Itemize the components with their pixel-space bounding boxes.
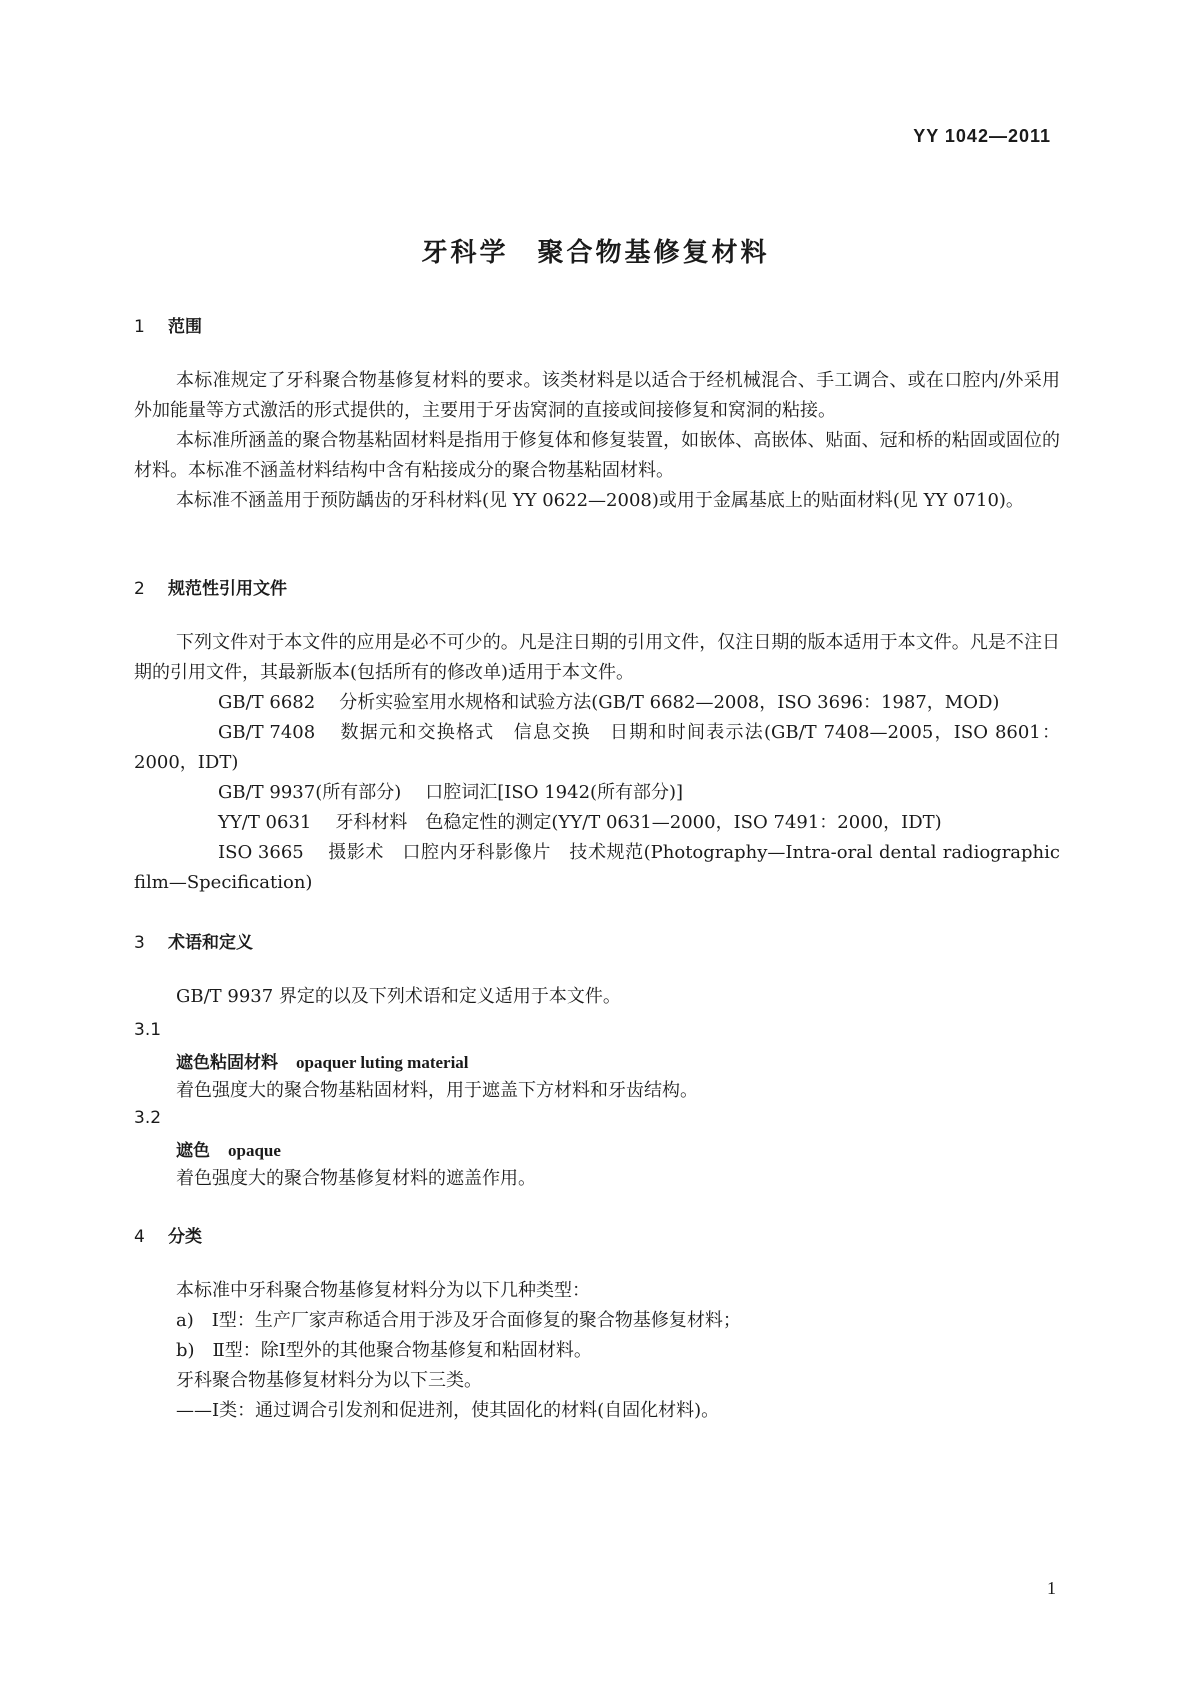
term-chinese: 遮色 xyxy=(176,1141,210,1161)
paragraph: 本标准规定了牙科聚合物基修复材料的要求。该类材料是以适合于经机械混合、手工调合、或在口腔内/外采用外加能量等方式激活的形式提供的，主要用于牙齿窝洞的直接或间接修复和窝洞的粘接。 xyxy=(134,370,1060,421)
section-1-body xyxy=(134,366,1060,516)
section-3-intro xyxy=(134,982,1060,1012)
document-title: 牙科学 聚合物基修复材料 xyxy=(421,238,770,268)
paragraph: 本标准所涵盖的聚合物基粘固材料是指用于修复体和修复装置，如嵌体、高嵌体、贴面、冠和桥的粘固或固位的材料。本标准不涵盖材料结构中含有粘接成分的聚合物基粘固材料。 xyxy=(134,430,1060,481)
reference-title: 分析实验室用水规格和试验方法(GB/T 6682—2008，ISO 3696：1987，MOD) xyxy=(339,692,1000,713)
reference-title: 口腔词汇[ISO 1942(所有部分)] xyxy=(425,782,684,803)
paragraph: 下列文件对于本文件的应用是必不可少的。凡是注日期的引用文件，仅注日期的版本适用于本文件。凡是不注日期的引用文件，其最新版本(包括所有的修改单)适用于本文件。 xyxy=(134,632,1060,683)
list-item: b) Ⅱ型：除Ⅰ型外的其他聚合物基修复和粘固材料。 xyxy=(176,1340,592,1361)
paragraph: 本标准不涵盖用于预防龋齿的牙科材料(见 YY 0622—2008)或用于金属基底上的贴面材料(见 YY 0710)。 xyxy=(176,490,1024,511)
section-1-number: 1 xyxy=(134,317,145,337)
section-2-number: 2 xyxy=(134,579,145,599)
section-2-body xyxy=(134,628,1060,898)
section-1-heading xyxy=(134,312,202,337)
reference-title: 摄影术 口腔内牙科影像片 技术规范(Photography—Intra-oral dental radiographic film—Specification) xyxy=(134,842,1060,893)
reference-item xyxy=(134,718,1060,778)
reference-item xyxy=(134,778,1060,808)
reference-title: 牙科材料 色稳定性的测定(YY/T 0631—2000，ISO 7491：2000，IDT) xyxy=(335,812,942,833)
reference-code: GB/T 9937(所有部分) xyxy=(218,782,402,803)
reference-item xyxy=(134,688,1060,718)
standard-code: YY 1042—2011 xyxy=(913,126,1051,146)
term-number: 3.2 xyxy=(134,1108,162,1128)
section-3-number: 3 xyxy=(134,933,145,953)
section-3-heading xyxy=(134,928,253,953)
paragraph: 本标准中牙科聚合物基修复材料分为以下几种类型： xyxy=(176,1280,590,1301)
term-heading xyxy=(176,1048,469,1073)
section-4-heading xyxy=(134,1222,202,1247)
term-english: opaquer luting material xyxy=(296,1053,469,1072)
term-heading xyxy=(176,1136,281,1161)
reference-title: 数据元和交换格式 信息交换 日期和时间表示法(GB/T 7408—2005，ISO 8601：2000，IDT) xyxy=(134,722,1060,773)
reference-item xyxy=(134,808,1060,838)
reference-code: GB/T 7408 xyxy=(218,722,316,743)
section-4-title: 分类 xyxy=(168,1227,202,1247)
section-2-heading xyxy=(134,574,287,599)
section-1-title: 范围 xyxy=(168,317,202,337)
term-english: opaque xyxy=(228,1141,281,1160)
section-2-title: 规范性引用文件 xyxy=(168,579,287,599)
reference-code: YY/T 0631 xyxy=(218,812,312,833)
list-item: a) Ⅰ型：生产厂家声称适合用于涉及牙合面修复的聚合物基修复材料； xyxy=(176,1310,741,1331)
list-item: ——Ⅰ类：通过调合引发剂和促进剂，使其固化的材料(自固化材料)。 xyxy=(176,1400,720,1421)
reference-code: GB/T 6682 xyxy=(218,692,316,713)
reference-code: ISO 3665 xyxy=(218,842,304,863)
section-4-number: 4 xyxy=(134,1227,145,1247)
term-definition: 着色强度大的聚合物基粘固材料，用于遮盖下方材料和牙齿结构。 xyxy=(176,1080,698,1101)
section-4-body xyxy=(134,1276,1060,1426)
term-number: 3.1 xyxy=(134,1020,162,1040)
term-chinese: 遮色粘固材料 xyxy=(176,1053,278,1073)
reference-item xyxy=(134,838,1060,898)
page-number: 1 xyxy=(1047,1578,1056,1598)
paragraph: 牙科聚合物基修复材料分为以下三类。 xyxy=(176,1370,482,1391)
section-3-title: 术语和定义 xyxy=(168,933,253,953)
term-definition: 着色强度大的聚合物基修复材料的遮盖作用。 xyxy=(176,1168,536,1189)
paragraph: GB/T 9937 界定的以及下列术语和定义适用于本文件。 xyxy=(176,986,621,1007)
